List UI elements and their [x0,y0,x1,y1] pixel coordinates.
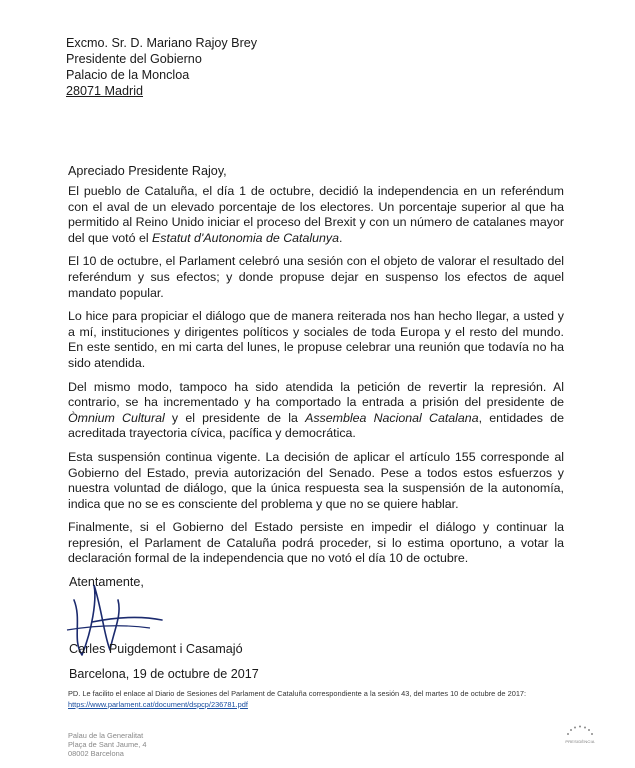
logo-text: PRESIDÈNCIA [565,739,595,744]
paragraph-4-text: Del mismo modo, tampoco ha sido atendida la petición de revertir la represión. Al contrario, se ha incrementado y ha comportado la entrada a prisión del presidente de [68,379,564,410]
footer-address [68,731,146,758]
paragraph-3: Lo hice para propiciar el diálogo que de manera reiterada nos han hecho llegar, a usted y a mí, instituciones y dirigentes políticos y sociales de toda Europa y el resto del mundo. En este sentido, en mi carta del lunes, le propuse celebrar una reunión que todavía no ha sido atendida. [68,309,564,370]
salutation: Apreciado Presidente Rajoy, [68,164,227,178]
paragraph-1 [68,184,564,246]
paragraph-1-text: El pueblo de Cataluña, el día 1 de octubre, decidió la independencia en un referéndum con el aval de un elevado porcentaje de los electores. Un porcentaje superior al que ha permitido al Reino Unido iniciar el proceso del Brexit y con un número de catalanes mayor del que votó el [68,184,564,245]
recipient-city: 28071 Madrid [66,84,144,98]
footer-line-2: Plaça de Sant Jaume, 4 [68,740,147,749]
signer-name: Carles Puigdemont i Casamajó [69,642,243,656]
paragraph-4-end: , entidades de acreditada trayectoria cívica, pacífica y democrática. [68,410,564,441]
paragraph-4-mid: y el presidente de la [164,410,306,425]
recipient-place: Palacio de la Moncloa [66,68,190,82]
recipient-address [66,35,257,99]
paragraph-4 [68,380,564,442]
paragraph-2: El 10 de octubre, el Parlament celebró una sesión con el objeto de valorar el resultado del referéndum y sus efectos; y donde propuse dejar en suspenso los efectos de aquel mandato popular. [68,254,564,300]
paragraph-1-end: . [339,230,343,245]
recipient-name: Excmo. Sr. D. Mariano Rajoy Brey [66,36,258,50]
paragraph-5: Esta suspensión continua vigente. La decisión de aplicar el artículo 155 corresponde al Gobierno del Estado, previa autorización del Senado. Pese a todos estos esfuerzos y nuestra voluntad de diálogo, que la única respuesta sea la suspensión de la autonomía, indica que no se es consciente del problema y que no se quiere hablar. [68,449,564,511]
star-ring-icon [560,722,600,740]
closing: Atentamente, [69,575,144,589]
place-date: Barcelona, 19 de octubre de 2017 [69,667,259,681]
presidency-logo [560,722,600,752]
postscript-link[interactable]: https://www.parlament.cat/document/dspcp/236781.pdf [68,700,248,709]
paragraph-6: Finalmente, si el Gobierno del Estado persiste en impedir el diálogo y continuar la represión, el Parlament de Cataluña podrá proceder, si lo estima oportuno, a votar la declaración formal de la independencia que no votó el día 10 de octubre. [68,520,564,566]
footer-line-1: Palau de la Generalitat [68,731,144,740]
postscript-text: PD. Le facilito el enlace al Diario de Sesiones del Parlament de Cataluña correspondiente a la sesión 43, del martes 10 de octubre de 2017: [68,689,527,698]
postscript [68,688,568,710]
footer-line-3: 08002 Barcelona [68,749,124,758]
letter-body [68,184,564,575]
paragraph-4-emphasis-2: Assemblea Nacional Catalana [305,410,479,425]
recipient-title: Presidente del Gobierno [66,52,202,66]
paragraph-4-emphasis-1: Òmnium Cultural [68,410,165,425]
paragraph-1-emphasis: Estatut d'Autonomia de Catalunya [152,230,340,245]
